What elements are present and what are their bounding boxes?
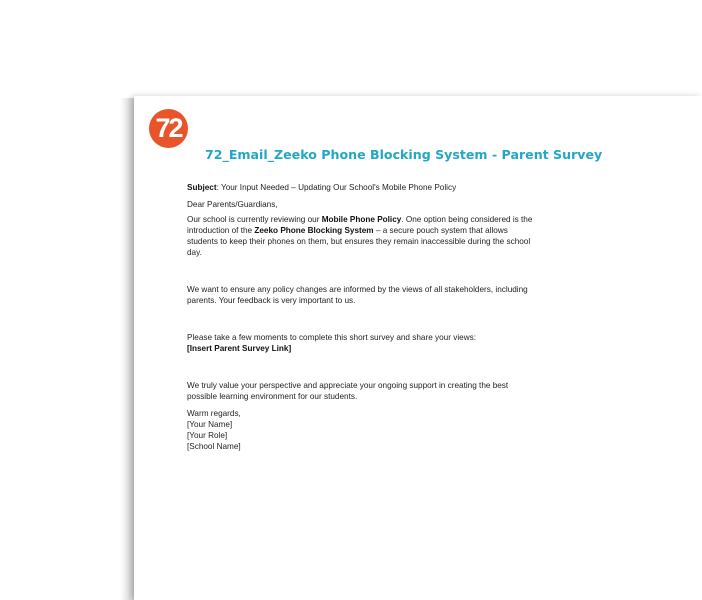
survey-link[interactable]: [Insert Parent Survey Link]: [187, 344, 292, 353]
survey-prompt: Please take a few moments to complete this short survey and share your views:: [187, 333, 476, 342]
appreciation-paragraph: We truly value your perspective and appreciate your ongoing support in creating the best possible learning environment for our students.: [187, 381, 509, 401]
sender-name: [Your Name]: [187, 420, 233, 429]
email-body: [187, 182, 537, 452]
badge-number: 72: [155, 113, 182, 143]
subject-line: [187, 182, 537, 193]
school-name: [School Name]: [187, 442, 241, 451]
policy-name: Mobile Phone Policy: [321, 215, 402, 224]
signature-block: [187, 408, 537, 452]
sender-role: [Your Role]: [187, 431, 228, 440]
stakeholder-paragraph: We want to ensure any policy changes are informed by the views of all stakeholders, including parents. Your feedback is very important to us.: [187, 285, 528, 305]
system-name: Zeeko Phone Blocking System: [254, 226, 374, 235]
document-title: 72_Email_Zeeko Phone Blocking System - Parent Survey: [205, 147, 603, 162]
intro-paragraph: Our school is currently reviewing our Mobile Phone Policy. One option being considered is the introduction of the Zeeko Phone Blocking System – a secure pouch system that allows students to keep their phones on them, but ensures they remain inaccessible during the school day.: [187, 215, 533, 257]
subject-label: Subject: [187, 183, 217, 192]
number-badge: [149, 109, 188, 148]
signoff: Warm regards,: [187, 409, 241, 418]
subject-text: : Your Input Needed – Updating Our School's Mobile Phone Policy: [216, 183, 457, 192]
greeting: Dear Parents/Guardians,: [187, 200, 278, 209]
survey-paragraph: [187, 332, 537, 354]
